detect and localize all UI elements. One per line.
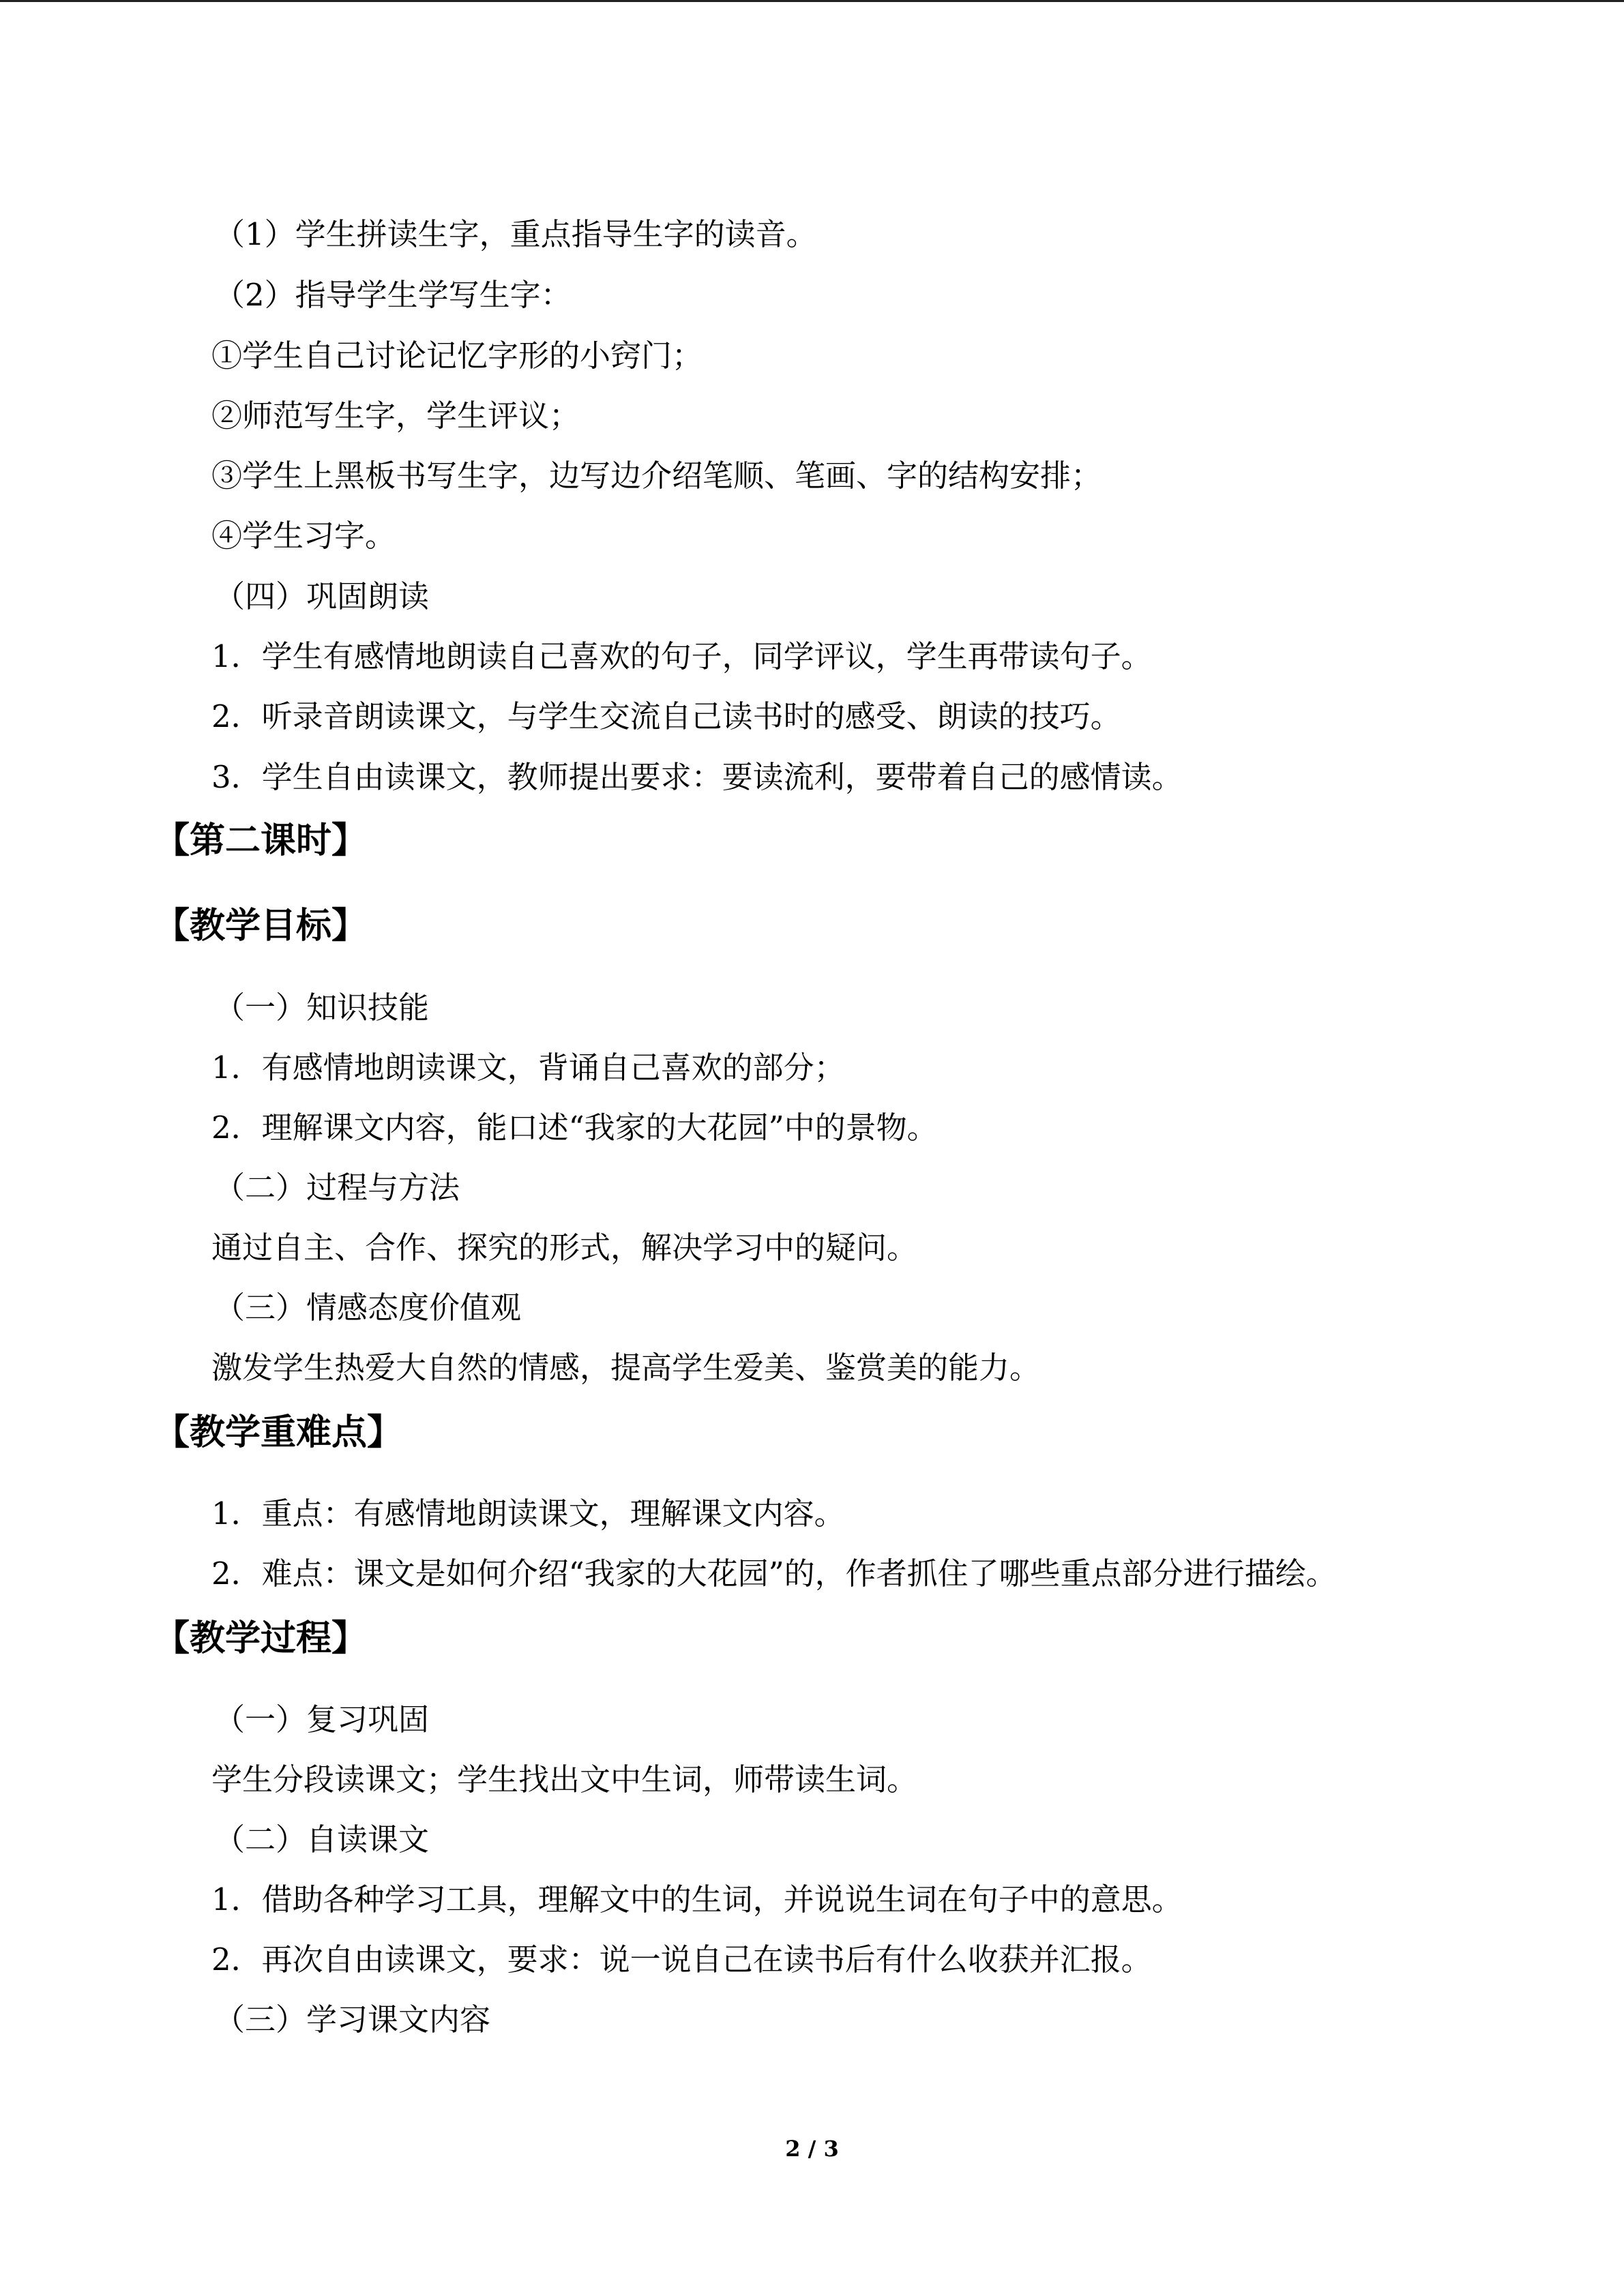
section-heading: 【第二课时】 <box>154 820 368 861</box>
text-line: 1．重点：有感情地朗读课文，理解课文内容。 <box>211 1495 845 1532</box>
text-line: 通过自主、合作、探究的形式，解决学习中的疑问。 <box>211 1229 918 1266</box>
text-line: （四）巩固朗读 <box>214 578 430 614</box>
text-line: （二）自读课文 <box>214 1821 430 1858</box>
text-line: 2．理解课文内容，能口述“我家的大花园”中的景物。 <box>211 1109 938 1146</box>
text-line: 2．再次自由读课文，要求：说一说自己在读书后有什么收获并汇报。 <box>211 1941 1152 1978</box>
text-line: （一）知识技能 <box>214 989 430 1026</box>
text-line: ①学生自己讨论记忆字形的小窍门； <box>211 338 703 374</box>
text-line: （1）学生拼读生字，重点指导生字的读音。 <box>214 216 817 252</box>
section-heading: 【教学过程】 <box>154 1617 368 1659</box>
text-line: 1．借助各种学习工具，理解文中的生词，并说说生词在句子中的意思。 <box>211 1881 1183 1918</box>
text-line: 1．学生有感情地朗读自己喜欢的句子，同学评议，学生再带读句子。 <box>211 638 1152 674</box>
page-number: 2 / 3 <box>785 2136 839 2162</box>
text-line: 学生分段读课文；学生找出文中生词，师带读生词。 <box>211 1761 918 1798</box>
text-line: 2．难点：课文是如何介绍“我家的大花园”的，作者抓住了哪些重点部分进行描绘。 <box>211 1555 1337 1592</box>
text-line: ②师范写生字，学生评议； <box>211 398 580 434</box>
text-line: ③学生上黑板书写生字，边写边介绍笔顺、笔画、字的结构安排； <box>211 458 1102 494</box>
text-line: 激发学生热爱大自然的情感，提高学生爱美、鉴赏美的能力。 <box>211 1350 1041 1386</box>
text-line: （三）学习课文内容 <box>214 2001 491 2038</box>
text-line: 2．听录音朗读课文，与学生交流自己读书时的感受、朗读的技巧。 <box>211 698 1121 734</box>
text-line: （2）指导学生学写生字： <box>214 277 572 313</box>
text-line: ④学生习字。 <box>211 518 396 554</box>
text-line: （三）情感态度价值观 <box>214 1289 522 1326</box>
text-line: （一）复习巩固 <box>214 1701 430 1738</box>
text-line: （二）过程与方法 <box>214 1169 460 1206</box>
text-line: 3．学生自由读课文，教师提出要求：要读流利，要带着自己的感情读。 <box>211 759 1183 795</box>
section-heading: 【教学重难点】 <box>154 1412 403 1453</box>
section-heading: 【教学目标】 <box>154 905 368 946</box>
page-top-border <box>0 0 1624 2</box>
text-line: 1．有感情地朗读课文，背诵自己喜欢的部分； <box>211 1049 845 1086</box>
